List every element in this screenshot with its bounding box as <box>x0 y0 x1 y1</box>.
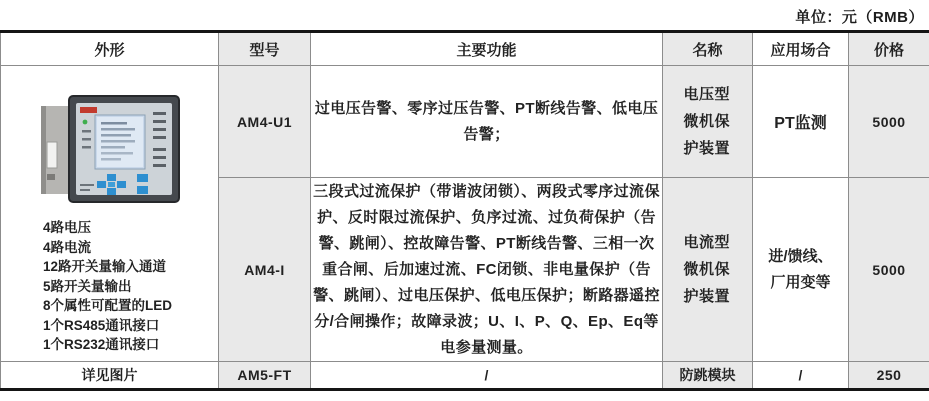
spec-item: 1个RS232通讯接口 <box>43 337 160 353</box>
model-cell: AM4-U1 <box>219 66 311 178</box>
name-text: 电压型微机保护装置 <box>683 86 731 157</box>
name-cell <box>663 66 753 178</box>
col-header-application: 应用场合 <box>753 32 849 66</box>
application-text: 进/馈线、厂用变等 <box>768 247 833 291</box>
model-cell: AM5-FT <box>219 362 311 390</box>
application-cell: / <box>753 362 849 390</box>
application-cell <box>753 178 849 362</box>
col-header-price: 价格 <box>849 32 929 66</box>
spec-item: 1个RS485通讯接口 <box>43 317 160 333</box>
table-row <box>1 66 929 178</box>
brand-logo <box>80 107 97 113</box>
device-photo <box>33 84 183 208</box>
product-price-table <box>0 30 929 391</box>
col-header-name: 名称 <box>663 32 753 66</box>
name-cell: 防跳模块 <box>663 362 753 390</box>
col-header-functions: 主要功能 <box>311 32 663 66</box>
price-cell: 250 <box>849 362 929 390</box>
functions-cell: 三段式过流保护（带谐波闭锁）、两段式零序过流保护、反时限过流保护、负序过流、过负荷保护（告警、跳闸）、控故障告警、PT断线告警、三相一次重合闸、后加速过流、FC闭锁、非电量保护（告警、跳闸）、过电压保护、低电压保护；断路器遥控分/合闸操作；故障录波；U、I、P、Q、Ep、Eq等电参量测量。 <box>311 178 663 362</box>
appearance-cell: 详见图片 <box>1 362 219 390</box>
header-row <box>1 32 929 66</box>
name-text: 电流型微机保护装置 <box>683 234 731 305</box>
spec-item: 5路开关量输出 <box>43 278 132 294</box>
unit-note: 单位：元（RMB） <box>795 9 924 26</box>
device-spec-list <box>43 218 218 355</box>
model-cell: AM4-I <box>219 178 311 362</box>
spec-item: 8个属性可配置的LED <box>43 298 173 314</box>
col-header-model: 型号 <box>219 32 311 66</box>
price-cell: 5000 <box>849 178 929 362</box>
spec-item: 4路电压 <box>43 220 92 236</box>
col-header-appearance: 外形 <box>1 32 219 66</box>
price-cell: 5000 <box>849 66 929 178</box>
functions-cell: / <box>311 362 663 390</box>
name-cell <box>663 178 753 362</box>
table-row <box>1 362 929 390</box>
spec-item: 12路开关量输入通道 <box>43 259 167 275</box>
spec-item: 4路电流 <box>43 239 92 255</box>
appearance-cell <box>1 66 219 362</box>
functions-cell: 过电压告警、零序过压告警、PT断线告警、低电压告警； <box>311 66 663 178</box>
status-led <box>83 120 88 125</box>
application-cell: PT监测 <box>753 66 849 178</box>
